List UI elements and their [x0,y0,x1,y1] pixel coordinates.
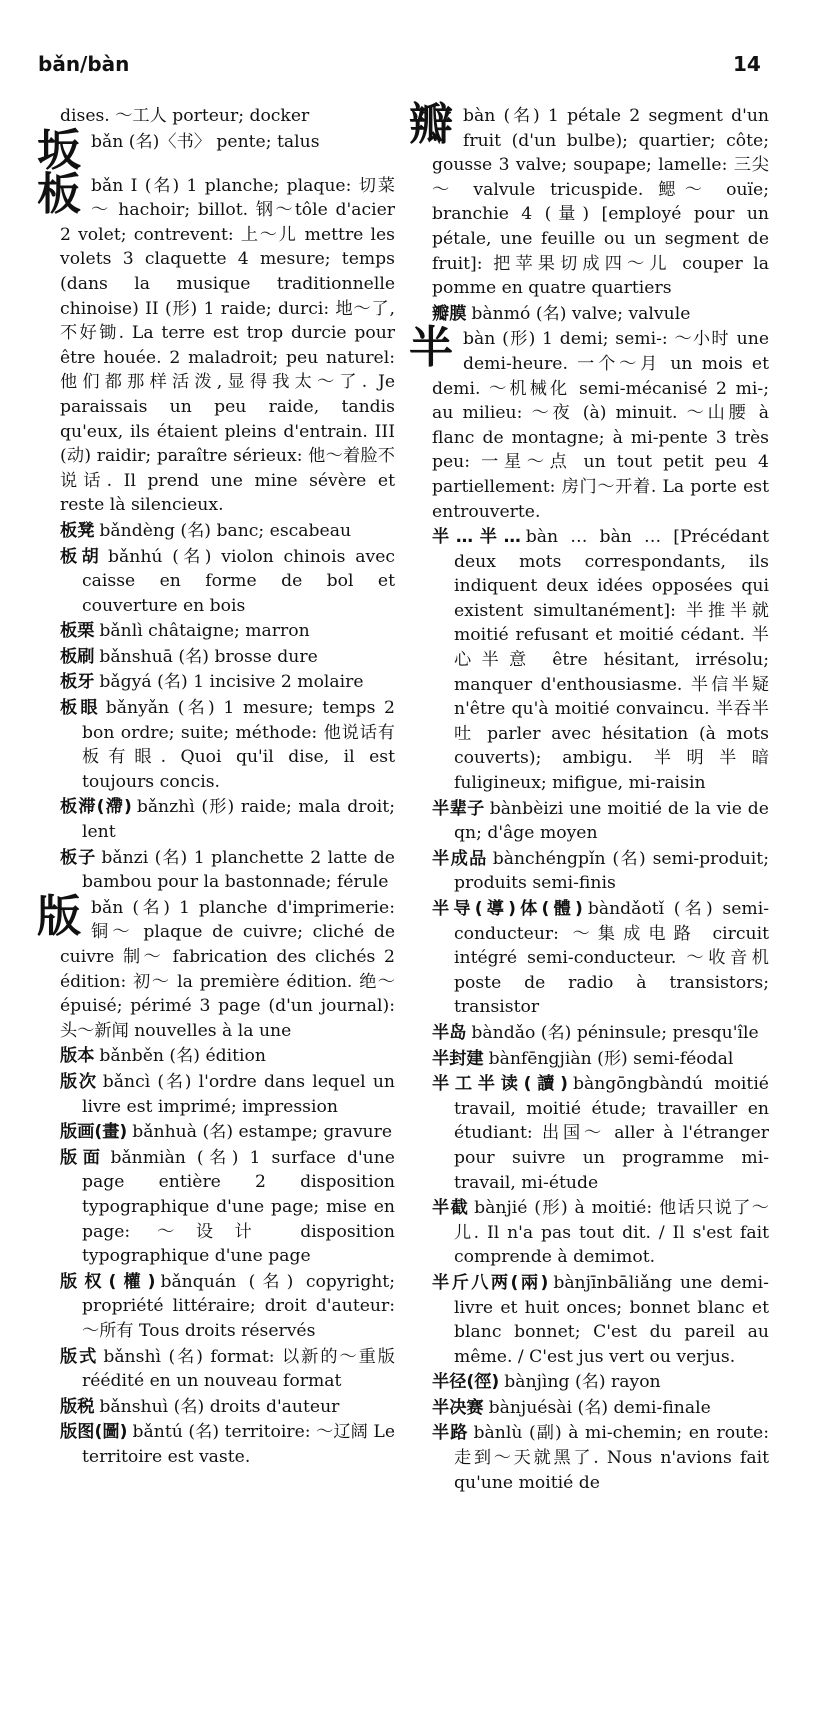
entry-headword: 半…半… [432,527,521,548]
entry-headword: 半辈子 [432,798,485,819]
dictionary-main-entry [37,890,395,1044]
entry-headword: 半径(徑) [432,1372,500,1393]
entry-definition: bǎnyǎn (名) 1 mesure; temps 2 bon ordre; suite; méthode: 他说话有板有眼. Quoi qu'il dise, il est toujours concis. [82,698,395,792]
entry-headword: 半斤八两(兩) [432,1272,549,1293]
page-number: 14 [733,52,761,76]
dictionary-entry [60,519,395,544]
dictionary-entry [60,795,395,844]
entry-headword: 板牙 [60,672,95,693]
dictionary-entry [432,1047,769,1072]
entry-definition: bàndǎotǐ (名) semi-conducteur: ～集成电路 circuit intégré semi-conducteur. ～收音机 poste de radio à transistors; transistor [454,899,769,1018]
entry-definition: bǎnshuā (名) brosse dure [99,646,318,667]
entry-definition: bǎn (名)〈书〉 pente; talus [91,131,320,152]
entry-headword: 半截 [432,1198,470,1219]
dictionary-entry [432,1072,769,1195]
entry-headword: 版税 [60,1396,95,1417]
dictionary-entry [60,670,395,695]
dictionary-entry [432,525,769,796]
entry-headword: 版次 [60,1071,98,1092]
dictionary-entry [432,797,769,846]
dictionary-main-entry [37,124,395,176]
dictionary-entry [432,1421,769,1495]
dictionary-entry [60,1070,395,1119]
entry-definition: bàn (名) 1 pétale 2 segment d'un fruit (d'un bulbe); quartier; côte; gousse 3 valve; soupape; lamelle: 三尖～ valvule tricuspide. 鳃～ ouïe; branchie 4 (量) [employé pour un pétale, une feuille ou un segment de fruit]: 把苹果切成四～儿 couper la pomme en quatre quartiers [432,106,769,299]
dictionary-entry [60,696,395,794]
dictionary-main-entry [409,322,769,524]
entry-headword: 半导(導)体(體) [432,899,583,919]
dictionary-entry [60,1120,395,1145]
dictionary-entry [60,545,395,619]
dictionary-entry [60,1395,395,1420]
entry-headword: 版图(圖) [60,1422,128,1443]
entry-definition: bǎntú (名) territoire: ～辽阔 Le territoire est vaste. [82,1422,395,1467]
entry-definition: bǎnhú (名) violon chinois avec caisse en forme de bol et couverture en bois [82,546,395,616]
dictionary-entry [60,104,395,129]
entry-headword: 版面 [60,1147,106,1168]
entry-definition: bǎn (名) 1 planche d'imprimerie: 铜～ plaque de cuivre; cliché de cuivre 制～ fabrication des clichés 2 édition: 初～ la première édition. 绝～ épuisé; périmé 3 page (d'un journal): 头～新闻 nouvelles à la une [60,897,395,1041]
entry-headword: 半路 [432,1423,469,1444]
dictionary-main-entry [37,168,395,518]
entry-definition: dises. ～工人 porteur; docker [60,106,310,126]
entry-headword: 板 [37,168,81,220]
entry-definition: bàngōngbàndú moitié travail, moitié étude; travailler en étudiant: 出国～ aller à l'étranger pour suivre un programme mi-travail, mi-étude [454,1074,769,1193]
left-column [37,104,395,1470]
entry-definition: bàndǎo (名) péninsule; presqu'île [471,1022,759,1043]
dictionary-entry [432,847,769,896]
entry-definition: bǎnlì châtaigne; marron [99,621,310,642]
dictionary-entry [60,846,395,895]
entry-definition: bànjīnbāliǎng une demi-livre et huit onces; bonnet blanc et blanc bonnet; C'est du pareil au même. / C'est jus vert ou verjus. [454,1272,769,1367]
entry-headword: 瓣膜 [432,303,467,324]
entry-headword: 版式 [60,1346,99,1367]
entry-definition: bànlù (副) à mi-chemin; en route: 走到～天就黑了. Nous n'avions fait qu'une moitié de [454,1423,769,1493]
entry-definition: bànmó (名) valve; valvule [471,303,691,324]
dictionary-entry [432,1021,769,1046]
dictionary-entry [60,1270,395,1344]
entry-definition: bàn … bàn … [Précédant deux mots correspondants, ils indiquent deux idées opposées qui existent simultanément]: 半推半就 moitié refusant et moitié cédant. 半心半意 être hésitant, irrésolu; manquer d'enthousiasme. 半信半疑 n'être qu'à moitié convaincu. 半吞半吐 parler avec hésitation (à mots couverts); ambigu. 半明半暗 fuligineux; mifigue, mi-raisin [454,527,769,794]
running-head: bǎn/bàn [38,52,130,76]
dictionary-entry [432,1370,769,1395]
entry-headword: 板子 [60,847,97,868]
dictionary-entry [60,1044,395,1069]
entry-definition: bǎnmiàn (名) 1 surface d'une page entière 2 disposition typographique d'une page; mise en page: ～设计 disposition typographique d'une page [82,1147,395,1267]
entry-headword: 板栗 [60,621,95,642]
entry-definition: bǎnshì (名) format: 以新的～重版 réédité en un nouveau format [82,1346,395,1392]
entry-headword: 板凳 [60,520,95,541]
entry-headword: 版本 [60,1046,95,1067]
entry-definition: bǎn I (名) 1 planche; plaque: 切菜～ hachoir; billot. 钢～tôle d'acier 2 volet; contrevent: 上～儿 mettre les volets 3 claquette 4 mesure; temps (dans la musique traditionnelle chinoise) II (形) 1 raide; durci: 地～了,不好锄. La terre est trop durcie pour être houée. 2 maladroit; peu naturel: 他们都那样活泼,显得我太～了. Je paraissais un peu raide, tandis qu'eux, ils étaient pleins d'entrain. III (动) raidir; paraître sérieux: 他～着脸不说话. Il prend une mine sévère et reste là silencieux. [60,175,395,516]
entry-headword: 板胡 [60,546,104,567]
entry-definition: bǎndèng (名) banc; escabeau [99,520,352,541]
dictionary-entry [432,302,769,327]
dictionary-entry [60,619,395,644]
entry-headword: 坂 [37,124,81,176]
entry-headword: 板刷 [60,646,95,667]
entry-definition: bǎnzi (名) 1 planchette 2 latte de bambou pour la bastonnade; férule [82,847,395,893]
dictionary-entry [60,645,395,670]
entry-headword: 半 [409,322,453,374]
entry-headword: 版权(權) [60,1271,156,1292]
entry-definition: bǎncì (名) l'ordre dans lequel un livre est imprimé; impression [82,1071,395,1117]
entry-headword: 半岛 [432,1022,467,1043]
dictionary-entry [60,1345,395,1394]
entry-definition: bàn (形) 1 demi; semi-: ～小时 une demi-heure. 一个～月 un mois et demi. ～机械化 semi-mécanisé 2 mi-; au milieu: ～夜 (à) minuit. ～山腰 à flanc de montagne; à mi-pente 3 très peu: 一星～点 un tout petit peu 4 partiellement: 房门～开着. La porte est entrouverte. [432,329,769,522]
entry-headword: 半封建 [432,1048,484,1069]
dictionary-entry [432,1196,769,1270]
entry-headword: 版画(畫) [60,1122,128,1143]
entry-headword: 瓣 [409,99,453,150]
entry-headword: 板眼 [60,698,101,719]
entry-definition: bǎnhuà (名) estampe; gravure [132,1122,393,1143]
dictionary-entry [60,1146,395,1269]
entry-headword: 半工半读(讀) [432,1074,568,1095]
dictionary-entry [432,1396,769,1421]
entry-definition: bǎnzhì (形) raide; mala droit; lent [82,797,395,843]
entry-headword: 半成品 [432,848,488,869]
entry-definition: bǎnshuì (名) droits d'auteur [99,1396,340,1417]
dictionary-entry [60,1420,395,1469]
dictionary-main-entry [409,99,769,301]
entry-definition: bànchéngpǐn (名) semi-produit; produits semi-finis [454,848,769,894]
entry-definition: bǎnquán (名) copyright; propriété littéraire; droit d'auteur: ～所有 Tous droits réservés [82,1271,395,1341]
entry-definition: bǎgyá (名) 1 incisive 2 molaire [99,672,364,693]
entry-headword: 版 [37,890,81,942]
entry-definition: bànjuésài (名) demi-finale [488,1397,711,1418]
entry-definition: bànjié (形) à moitié: 他话只说了～儿. Il n'a pas tout dit. / Il s'est fait comprende à demimot. [454,1198,769,1268]
entry-headword: 板滞(滯) [60,797,132,818]
dictionary-entry [432,1271,769,1369]
entry-definition: bǎnběn (名) édition [99,1046,266,1067]
entry-definition: bànbèizi une moitié de la vie de qn; d'âge moyen [454,798,769,844]
right-column [409,99,769,1496]
entry-headword: 半决赛 [432,1397,484,1418]
entry-definition: bànjìng (名) rayon [504,1372,661,1393]
dictionary-entry [432,897,769,1020]
entry-definition: bànfēngjiàn (形) semi-féodal [488,1048,734,1069]
